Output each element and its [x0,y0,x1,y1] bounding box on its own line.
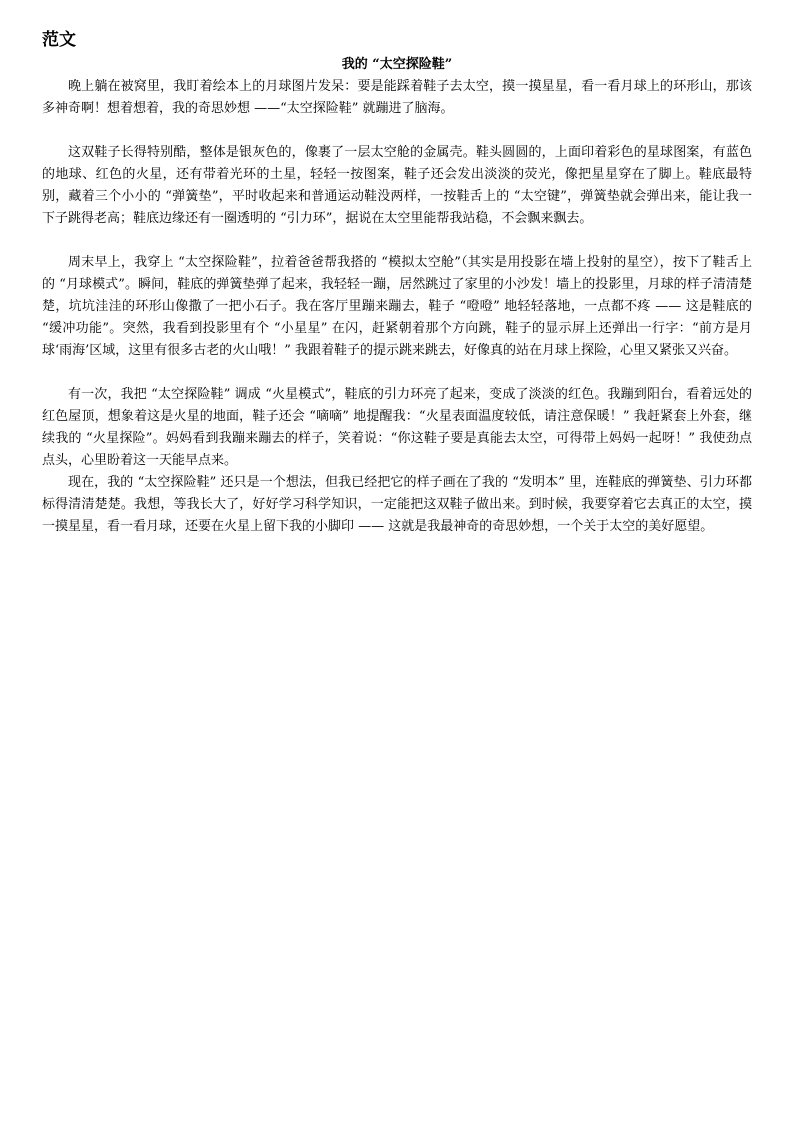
essay-paragraph-5: 现在，我的 “太空探险鞋” 还只是一个想法，但我已经把它的样子画在了我的 “发明本” 里，连鞋底的弹簧垫、引力环都标得清清楚楚。我想，等我长大了，好好学习科学知识，一定能把这双鞋子做出来。到时候，我要穿着它去真正的太空，摸一摸星星，看一看月球，还要在火星上留下我的小脚印 —— 这就是我最神奇的奇思妙想，一个关于太空的美好愿望。 [42,475,752,534]
essay-title: 我的 “太空探险鞋” [341,57,453,72]
essay-paragraph-3: 周末早上，我穿上 “太空探险鞋”，拉着爸爸帮我搭的 “模拟太空舱”（其实是用投影在墙上投射的星空），按下了鞋舌上的 “月球模式”。瞬间，鞋底的弹簧垫弹了起来，我轻轻一蹦，居然跳过了家里的小沙发！墙上的投影里，月球的样子清清楚楚，坑坑洼洼的环形山像撒了一把小石子。我在客厅里蹦来蹦去，鞋子 “噔噔” 地轻轻落地，一点都不疼 —— 这是鞋底的 “缓冲功能”。突然，我看到投影里有个 “小星星” 在闪，赶紧朝着那个方向跳，鞋子的显示屏上还弹出一行字：“前方是月球‘雨海’区域，这里有很多古老的火山哦！” 我跟着鞋子的提示跳来跳去，好像真的站在月球上探险，心里又紧张又兴奋。 [42,255,752,358]
essay-paragraph-4: 有一次，我把 “太空探险鞋” 调成 “火星模式”，鞋底的引力环亮了起来，变成了淡淡的红色。我蹦到阳台，看着远处的红色屋顶，想象着这是火星的地面，鞋子还会 “嘀嘀” 地提醒我：“火星表面温度较低，请注意保暖！” 我赶紧套上外套，继续我的 “火星探险”。妈妈看到我蹦来蹦去的样子，笑着说：“你这鞋子要是真能去太空，可得带上妈妈一起呀！” 我使劲点点头，心里盼着这一天能早点来。 [42,387,752,468]
section-heading: 范文 [42,30,76,50]
document-page [42,28,752,538]
essay-paragraph-1: 晚上躺在被窝里，我盯着绘本上的月球图片发呆：要是能踩着鞋子去太空，摸一摸星星，看一看月球上的环形山，那该多神奇啊！想着想着，我的奇思妙想 ——“太空探险鞋” 就蹦进了脑海。 [42,79,752,116]
essay-paragraph-2: 这双鞋子长得特别酷，整体是银灰色的，像裹了一层太空舱的金属壳。鞋头圆圆的，上面印着彩色的星球图案，有蓝色的地球、红色的火星，还有带着光环的土星，轻轻一按图案，鞋子还会发出淡淡的荧光，像把星星穿在了脚上。鞋底最特别，藏着三个小小的 “弹簧垫”，平时收起来和普通运动鞋没两样，一按鞋舌上的 “太空键”，弹簧垫就会弹出来，能让我一下子跳得老高；鞋底边缘还有一圈透明的 “引力环”，据说在太空里能帮我站稳，不会飘来飘去。 [42,145,752,226]
